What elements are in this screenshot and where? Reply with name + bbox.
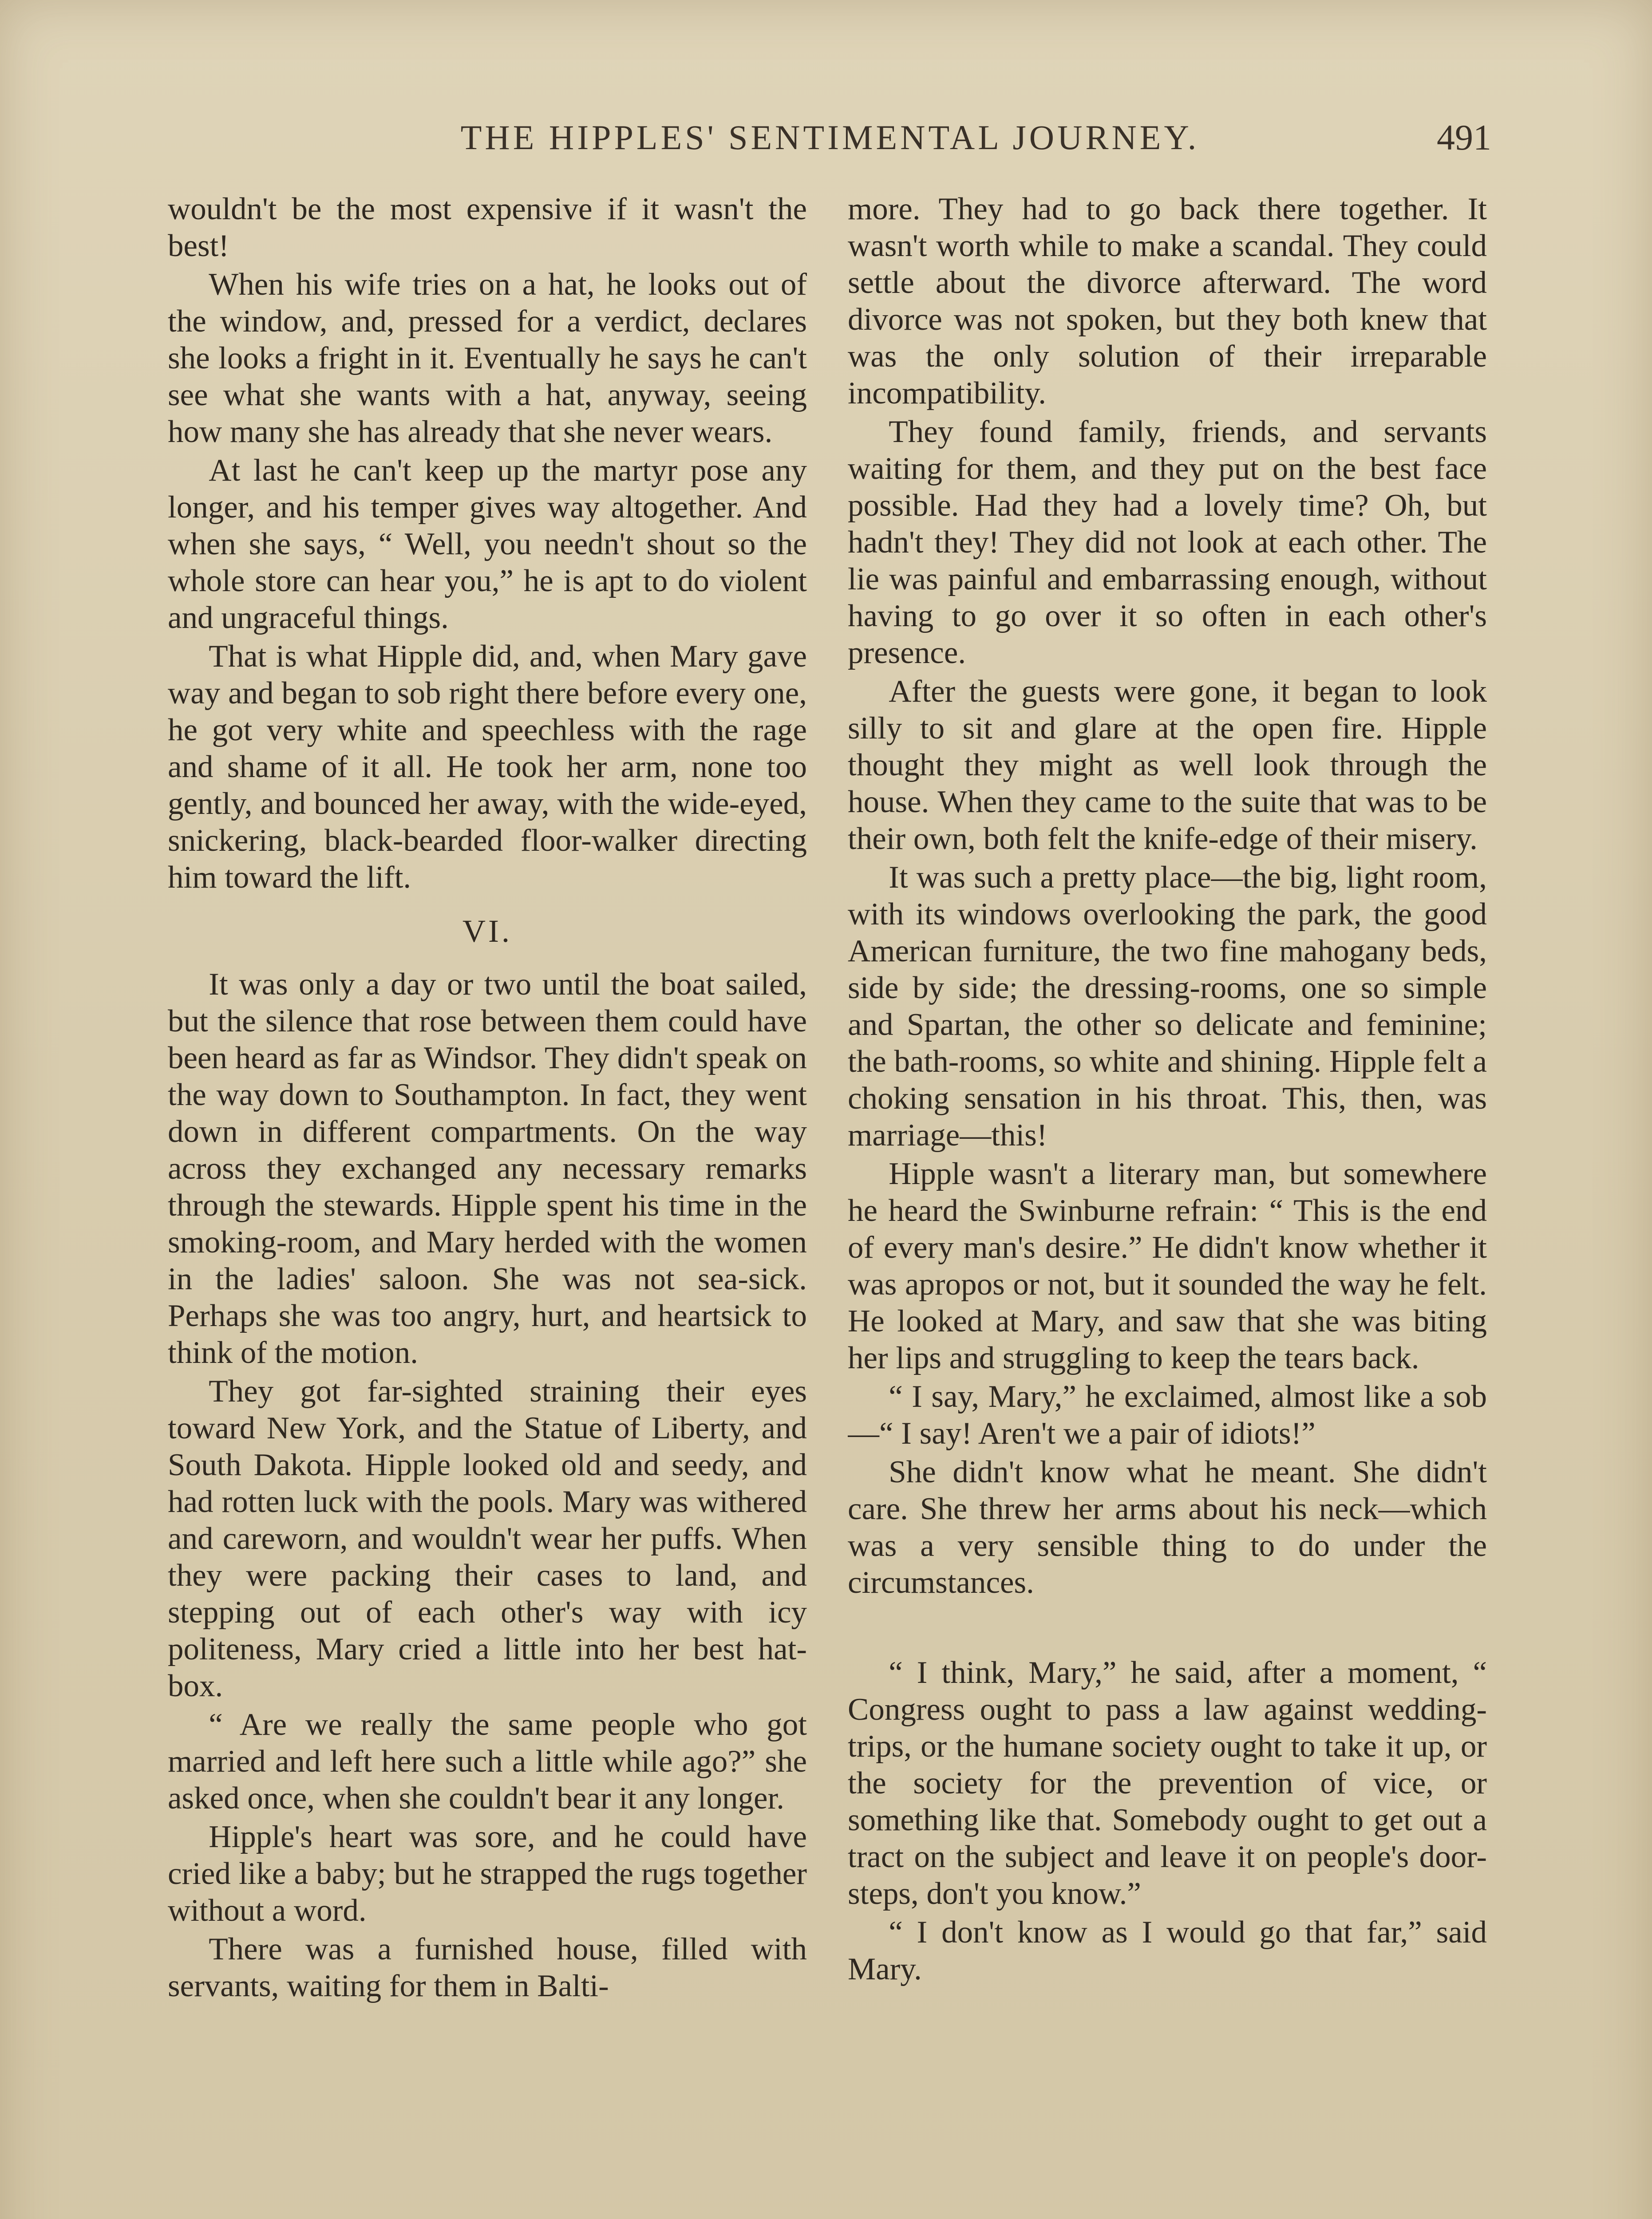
page-header: [169, 113, 1491, 162]
paragraph: After the guests were gone, it began to look silly to sit and glare at the open fire. Hipple thought they might as well look through the house. When they came to the suite that was to be their own, both felt the knife-edge of their misery.: [848, 674, 1487, 856]
paragraph: At last he can't keep up the martyr pose any longer, and his temper gives way altogether. And when she says, “ Well, you needn't shout so the whole store can hear you,” he is apt to do violent and ungraceful things.: [168, 453, 807, 635]
paragraph: It was only a day or two until the boat sailed, but the silence that rose between them could have been heard as far as Windsor. They didn't speak on the way down to Southampton. In fact, they went down in different compartments. On the way across they exchanged any necessary remarks through the stewards. Hipple spent his time in the smoking-room, and Mary herded with the women in the ladies' saloon. She was not sea-sick. Perhaps she was too angry, hurt, and heartsick to think of the motion.: [168, 967, 807, 1370]
paragraph: Hipple's heart was sore, and he could have cried like a baby; but he strapped the rugs together without a word.: [168, 1820, 807, 1928]
paragraph: “ I say, Mary,” he exclaimed, almost like a sob—“ I say! Aren't we a pair of idiots!”: [848, 1379, 1487, 1451]
paragraph: “ I don't know as I would go that far,” said Mary.: [848, 1915, 1487, 1986]
paragraph: wouldn't be the most expensive if it wasn't the best!: [168, 192, 807, 263]
paragraph: They got far-sighted straining their eyes toward New York, and the Statue of Liberty, and South Dakota. Hipple looked old and seedy, and had rotten luck with the pools. Mary was withered and careworn, and wouldn't wear her puffs. When they were packing their cases to land, and stepping out of each other's way with icy politeness, Mary cried a little into her best hat-box.: [168, 1374, 807, 1703]
left-column: [168, 191, 807, 2219]
page-number: 491: [1437, 117, 1491, 158]
paragraph: “ I think, Mary,” he said, after a moment, “ Congress ought to pass a law against wedding-trips, or the humane society ought to take it up, or the society for the prevention of vice, or something like that. Somebody ought to get out a tract on the subject and leave it on people's door-steps, don't you know.”: [848, 1655, 1487, 1911]
paragraph: more. They had to go back there together. It wasn't worth while to make a scandal. They could settle about the divorce afterward. The word divorce was not spoken, but they both knew that was the only solution of their irreparable incompatibility.: [848, 192, 1487, 411]
paragraph: She didn't know what he meant. She didn't care. She threw her arms about his neck—which was a very sensible thing to do under the circumstances.: [848, 1455, 1487, 1600]
running-title: THE HIPPLES' SENTIMENTAL JOURNEY.: [460, 118, 1200, 157]
paragraph: It was such a pretty place—the big, light room, with its windows overlooking the park, the good American furniture, the two fine mahogany beds, side by side; the dressing-rooms, one so simple and Spartan, the other so delicate and feminine; the bath-rooms, so white and shining. Hipple felt a choking sensation in his throat. This, then, was marriage—this!: [848, 860, 1487, 1153]
paragraph: When his wife tries on a hat, he looks out of the window, and, pressed for a verdict, declares she looks a fright in it. Eventually he says he can't see what she wants with a hat, anyway, seeing how many she has already that she never wears.: [168, 267, 807, 449]
paragraph: There was a furnished house, filled with servants, waiting for them in Balti-: [168, 1932, 807, 2003]
right-column: [848, 191, 1487, 2219]
section-heading: VI.: [462, 913, 512, 949]
paragraph: Hipple wasn't a literary man, but somewhere he heard the Swinburne refrain: “ This is the end of every man's desire.” He didn't know whether it was apropos or not, but it sounded the way he felt. He looked at Mary, and saw that she was biting her lips and struggling to keep the tears back.: [848, 1157, 1487, 1375]
paragraph: “ Are we really the same people who got married and left here such a little while ago?” she asked once, when she couldn't bear it any longer.: [168, 1707, 807, 1816]
paragraph: That is what Hipple did, and, when Mary gave way and began to sob right there before every one, he got very white and speechless with the rage and shame of it all. He took her arm, none too gently, and bounced her away, with the wide-eyed, snickering, black-bearded floor-walker directing him toward the lift.: [168, 639, 807, 895]
paragraph: They found family, friends, and servants waiting for them, and they put on the best face possible. Had they had a lovely time? Oh, but hadn't they! They did not look at each other. The lie was painful and embarrassing enough, without having to go over it so often in each other's presence.: [848, 415, 1487, 670]
